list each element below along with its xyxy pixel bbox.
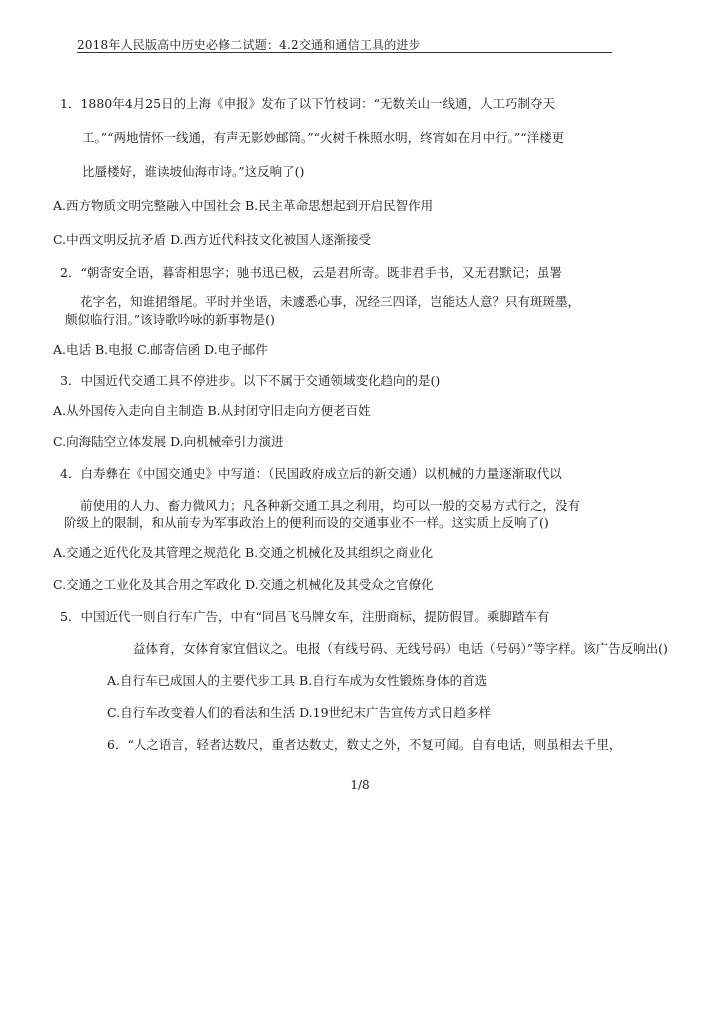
question-5-option-line-2: C.自行车改变着人们的看法和生活 D.19世纪末广告宣传方式日趋多样 [107, 705, 492, 720]
question-3-option-line-2: C.向海陆空立体发展 D.向机械牵引力演进 [53, 434, 284, 449]
question-4-stem-line-1: 4．白寿彝在《中国交通史》中写道：（民国政府成立后的新交通）以机械的力量逐渐取代以 [60, 466, 562, 481]
question-5-option-line-1: A.自行车已成国人的主要代步工具 B.自行车成为女性锻炼身体的首选 [107, 673, 488, 688]
question-2-option-line-1: A.电话 B.电报 C.邮寄信函 D.电子邮件 [53, 342, 268, 357]
question-1-option-line-2: C.中西文明反抗矛盾 D.西方近代科技文化被国人逐渐接受 [53, 232, 372, 247]
question-2-stem-line-2: 花字名，知谁捃缗尾。平时并坐语，未遽悉心事，况经三四译，岂能达人意？只有斑斑墨， [80, 294, 581, 309]
document-header: 2018年人民版高中历史必修二试题：4.2交通和通信工具的进步 [77, 38, 421, 52]
question-5-stem-line-1: 5．中国近代一则自行车广告，中有“同昌飞马牌女车，注册商标，提防假冒。乘脚踏车有 [60, 609, 550, 624]
question-4-stem-line-2: 前使用的人力、畜力微风力；凡各种新交通工具之利用，均可以一般的交易方式行之，没有 [80, 498, 581, 513]
header-rule [77, 52, 612, 53]
question-1-option-line-1: A.西方物质文明完整融入中国社会 B.民主革命思想起到开启民智作用 [53, 198, 434, 213]
page-number: 1/8 [350, 778, 370, 792]
question-1-stem-line-2: 工。”“两地情怀一线通，有声无影妙邮筒。”“火树千株照水明，终宵如在月中行。”“洋楼更 [82, 130, 565, 145]
question-3-stem-line-1: 3．中国近代交通工具不停进步。以下不属于交通领域变化趋向的是() [60, 373, 441, 388]
question-2-stem-line-3: 颇似临行泪。”该诗歌吟咏的新事物是() [65, 312, 275, 327]
question-6-stem-line-1: 6．“人之语言，轻者达数尺，重者达数丈，数丈之外，不复可闻。自有电话，则虽相去千里， [107, 737, 622, 752]
question-4-stem-line-3: 阶级上的限制，和从前专为军事政治上的便利而设的交通事业不一样。这实质上反响了() [64, 515, 549, 530]
question-2-stem-line-1: 2．“朝寄安全语，暮寄相思字；驰书迅已极，云是君所寄。既非君手书，又无君默记；虽署 [60, 265, 562, 280]
question-4-option-line-1: A.交通之近代化及其管理之规范化 B.交通之机械化及其组织之商业化 [53, 545, 434, 560]
question-3-option-line-1: A.从外国传入走向自主制造 B.从封闭守旧走向方便老百姓 [53, 403, 371, 418]
question-1-stem-line-1: 1．1880年4月25日的上海《申报》发布了以下竹枝词：“无数关山一线通，人工巧制夺天 [60, 96, 556, 111]
question-5-stem-line-2: 益体育，女体育家宜倡议之。电报（有线号码、无线号码）电话（号码）”等字样。该广告反响出() [133, 641, 668, 656]
question-4-option-line-2: C.交通之工业化及其合用之军政化 D.交通之机械化及其受众之官僚化 [53, 577, 434, 592]
question-1-stem-line-3: 比蜃楼好，谁读坡仙海市诗。”这反响了() [82, 164, 305, 179]
